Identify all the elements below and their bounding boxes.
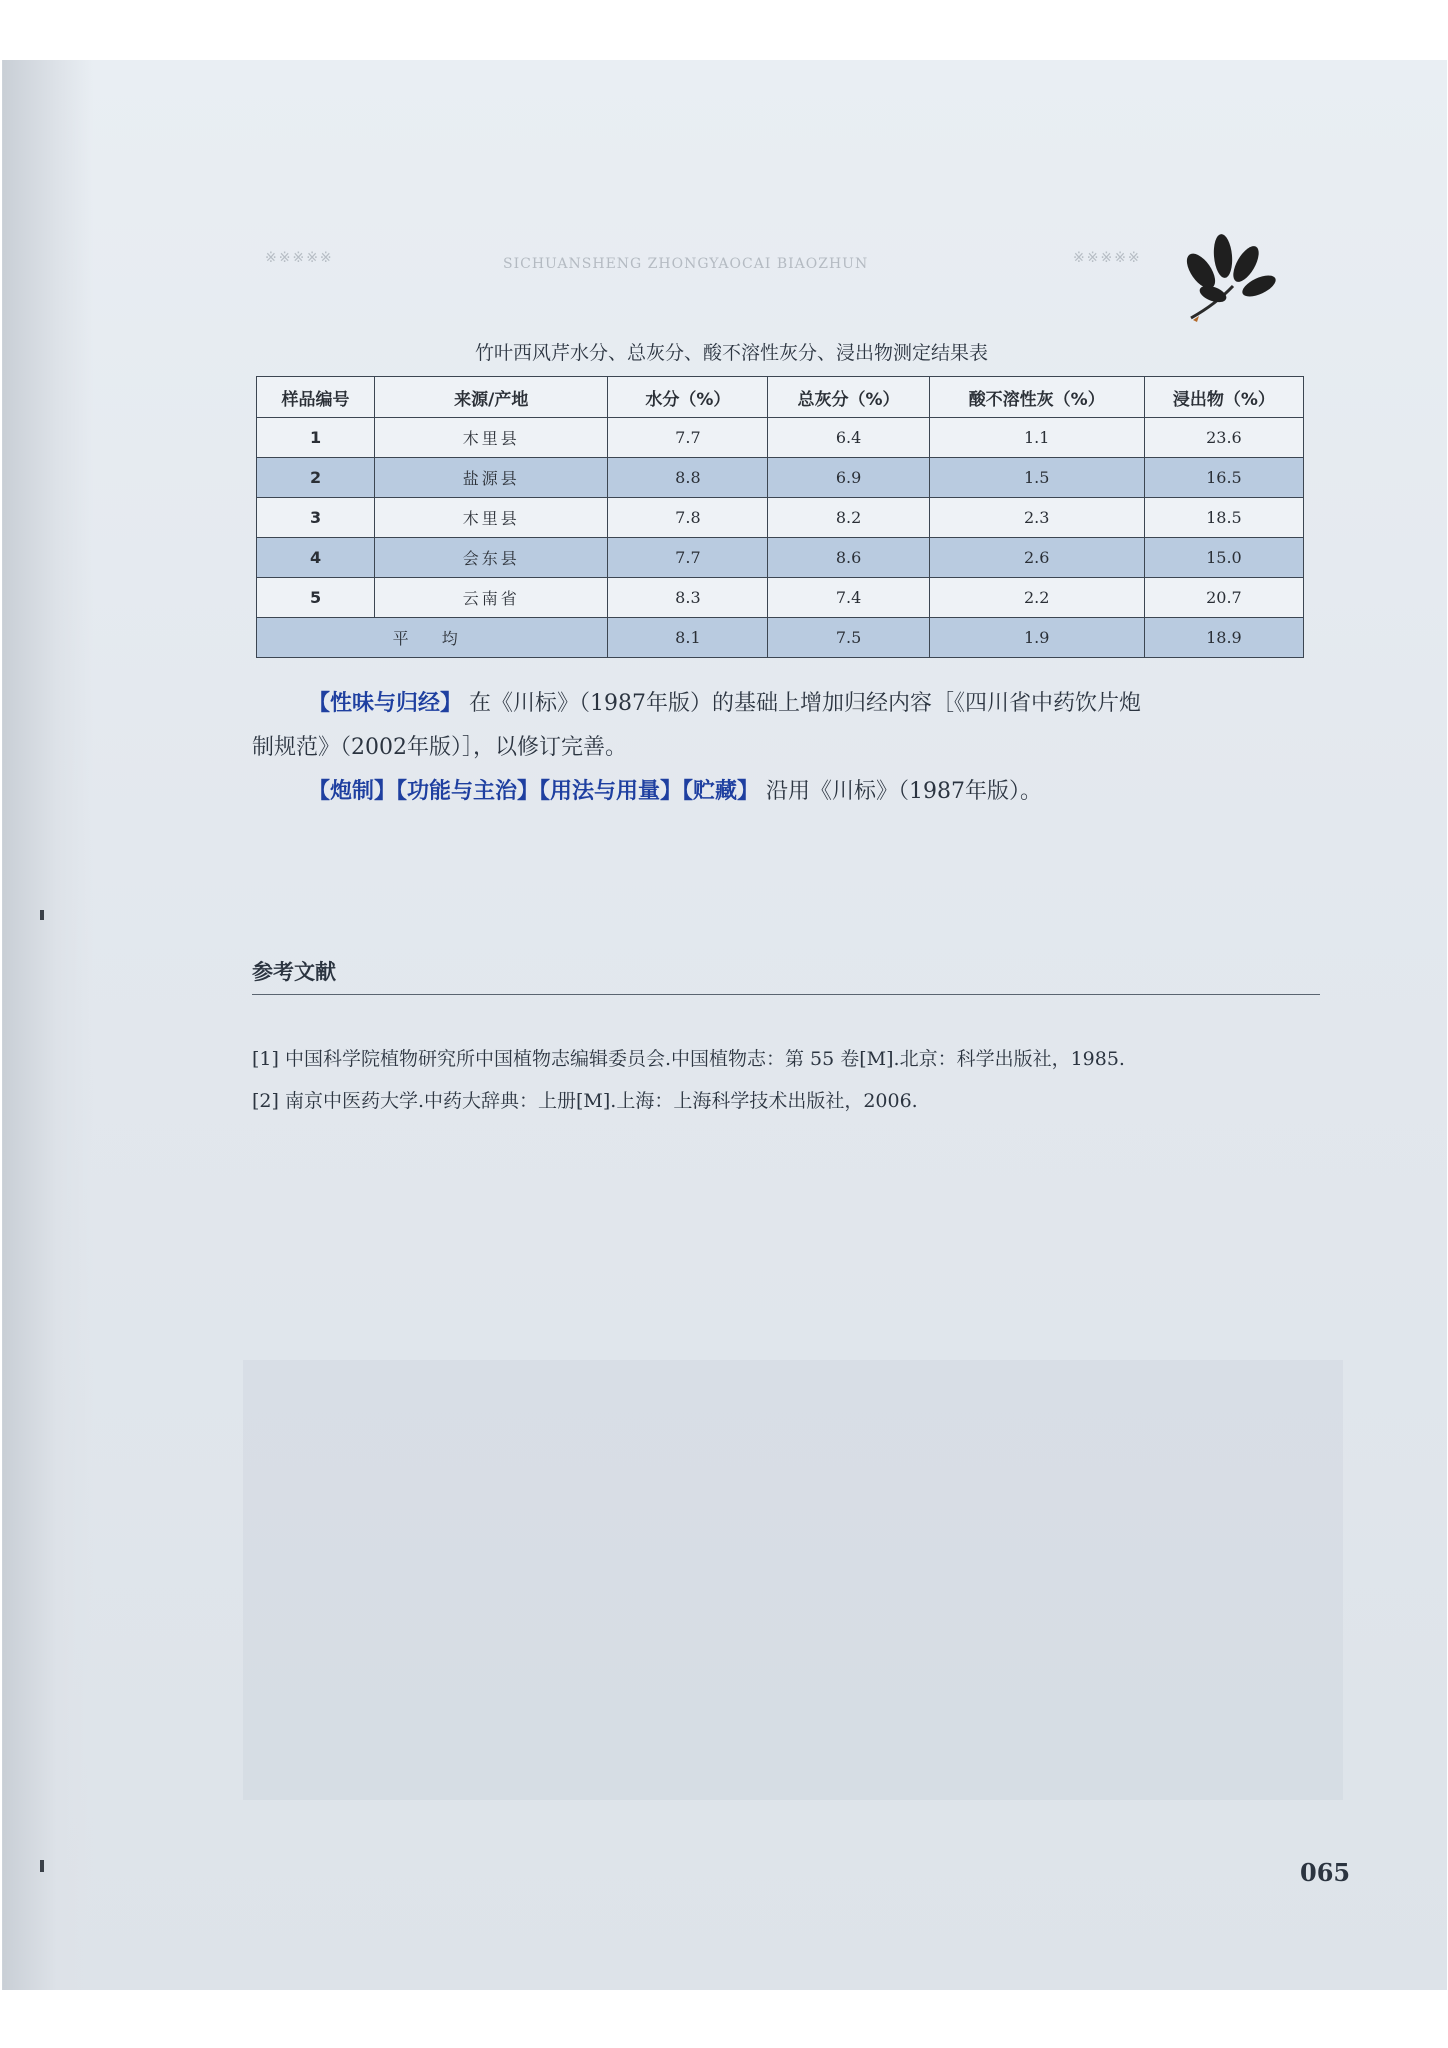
- scan-artifact: [40, 1860, 44, 1872]
- cell: 8.2: [768, 498, 929, 538]
- cell: 15.0: [1144, 538, 1303, 578]
- references-divider: [252, 994, 1320, 995]
- cell: 2.2: [929, 578, 1144, 618]
- cell: 7.7: [608, 418, 768, 458]
- cell: 8.6: [768, 538, 929, 578]
- cell: 20.7: [1144, 578, 1303, 618]
- cell: 16.5: [1144, 458, 1303, 498]
- paragraph-processing: [252, 770, 1368, 814]
- table-row: [257, 538, 1304, 578]
- cell: 1.9: [929, 618, 1144, 658]
- cell: 6.4: [768, 418, 929, 458]
- section-tags: 【炮制】【功能与主治】【用法与用量】【贮藏】: [308, 779, 760, 804]
- cell: 3: [257, 498, 375, 538]
- cell: 8.8: [608, 458, 768, 498]
- cell: 1: [257, 418, 375, 458]
- paragraph-text-line2: 制规范》（2002年版）］，以修订完善。: [252, 735, 627, 760]
- cell: 云南省: [375, 578, 608, 618]
- cell: 6.9: [768, 458, 929, 498]
- cell: 1.5: [929, 458, 1144, 498]
- page-number: 065: [1300, 1858, 1351, 1887]
- table-row: [257, 418, 1304, 458]
- cell: 2: [257, 458, 375, 498]
- results-table: [256, 376, 1304, 658]
- cell: 盐源县: [375, 458, 608, 498]
- cell: 4: [257, 538, 375, 578]
- cell: 7.4: [768, 578, 929, 618]
- table-average-row: [257, 618, 1304, 658]
- scan-artifact: [40, 910, 44, 920]
- paragraph-taste-meridian: [252, 682, 1312, 770]
- paragraph-text: 在《川标》（1987年版）的基础上增加归经内容［《四川省中药饮片炮: [462, 691, 1141, 716]
- table-header-row: [257, 377, 1304, 418]
- cell: 7.7: [608, 538, 768, 578]
- cell: 7.8: [608, 498, 768, 538]
- cell: 8.1: [608, 618, 768, 658]
- reference-item: [2] 南京中医药大学.中药大辞典：上册[M].上海：上海科学技术出版社，2006.: [252, 1090, 918, 1112]
- reference-item: [1] 中国科学院植物研究所中国植物志编辑委员会.中国植物志：第 55 卷[M].北京：科学出版社，1985.: [252, 1048, 1125, 1070]
- cell: 会东县: [375, 538, 608, 578]
- col-total-ash: 总灰分（%）: [768, 377, 929, 418]
- cell: 木里县: [375, 418, 608, 458]
- table-row: [257, 578, 1304, 618]
- cell: 2.3: [929, 498, 1144, 538]
- cell: 1.1: [929, 418, 1144, 458]
- bleed-through-area: [243, 1360, 1343, 1800]
- running-title: SICHUANSHENG ZHONGYAOCAI BIAOZHUN: [503, 256, 869, 272]
- header-ornament-left: ※※※※※: [265, 250, 334, 266]
- section-tag: 【性味与归经】: [308, 691, 463, 716]
- col-acid-insoluble-ash: 酸不溶性灰（%）: [929, 377, 1144, 418]
- header-ornament-right: ※※※※※: [1073, 250, 1142, 266]
- cell: 2.6: [929, 538, 1144, 578]
- cell: 木里县: [375, 498, 608, 538]
- cell: 23.6: [1144, 418, 1303, 458]
- col-sample-id: 样品编号: [257, 377, 375, 418]
- col-extract: 浸出物（%）: [1144, 377, 1303, 418]
- table-row: [257, 458, 1304, 498]
- leaf-logo-icon: [1171, 226, 1281, 326]
- cell: 18.9: [1144, 618, 1303, 658]
- cell: 18.5: [1144, 498, 1303, 538]
- table-caption: 竹叶西风芹水分、总灰分、酸不溶性灰分、浸出物测定结果表: [475, 342, 989, 364]
- cell: 5: [257, 578, 375, 618]
- table-row: [257, 498, 1304, 538]
- references-heading: 参考文献: [252, 960, 336, 984]
- col-source: 来源/产地: [375, 377, 608, 418]
- cell: 8.3: [608, 578, 768, 618]
- cell: 7.5: [768, 618, 929, 658]
- average-label: 平 均: [257, 618, 608, 658]
- col-moisture: 水分（%）: [608, 377, 768, 418]
- paragraph-text: 沿用《川标》（1987年版）。: [759, 779, 1042, 804]
